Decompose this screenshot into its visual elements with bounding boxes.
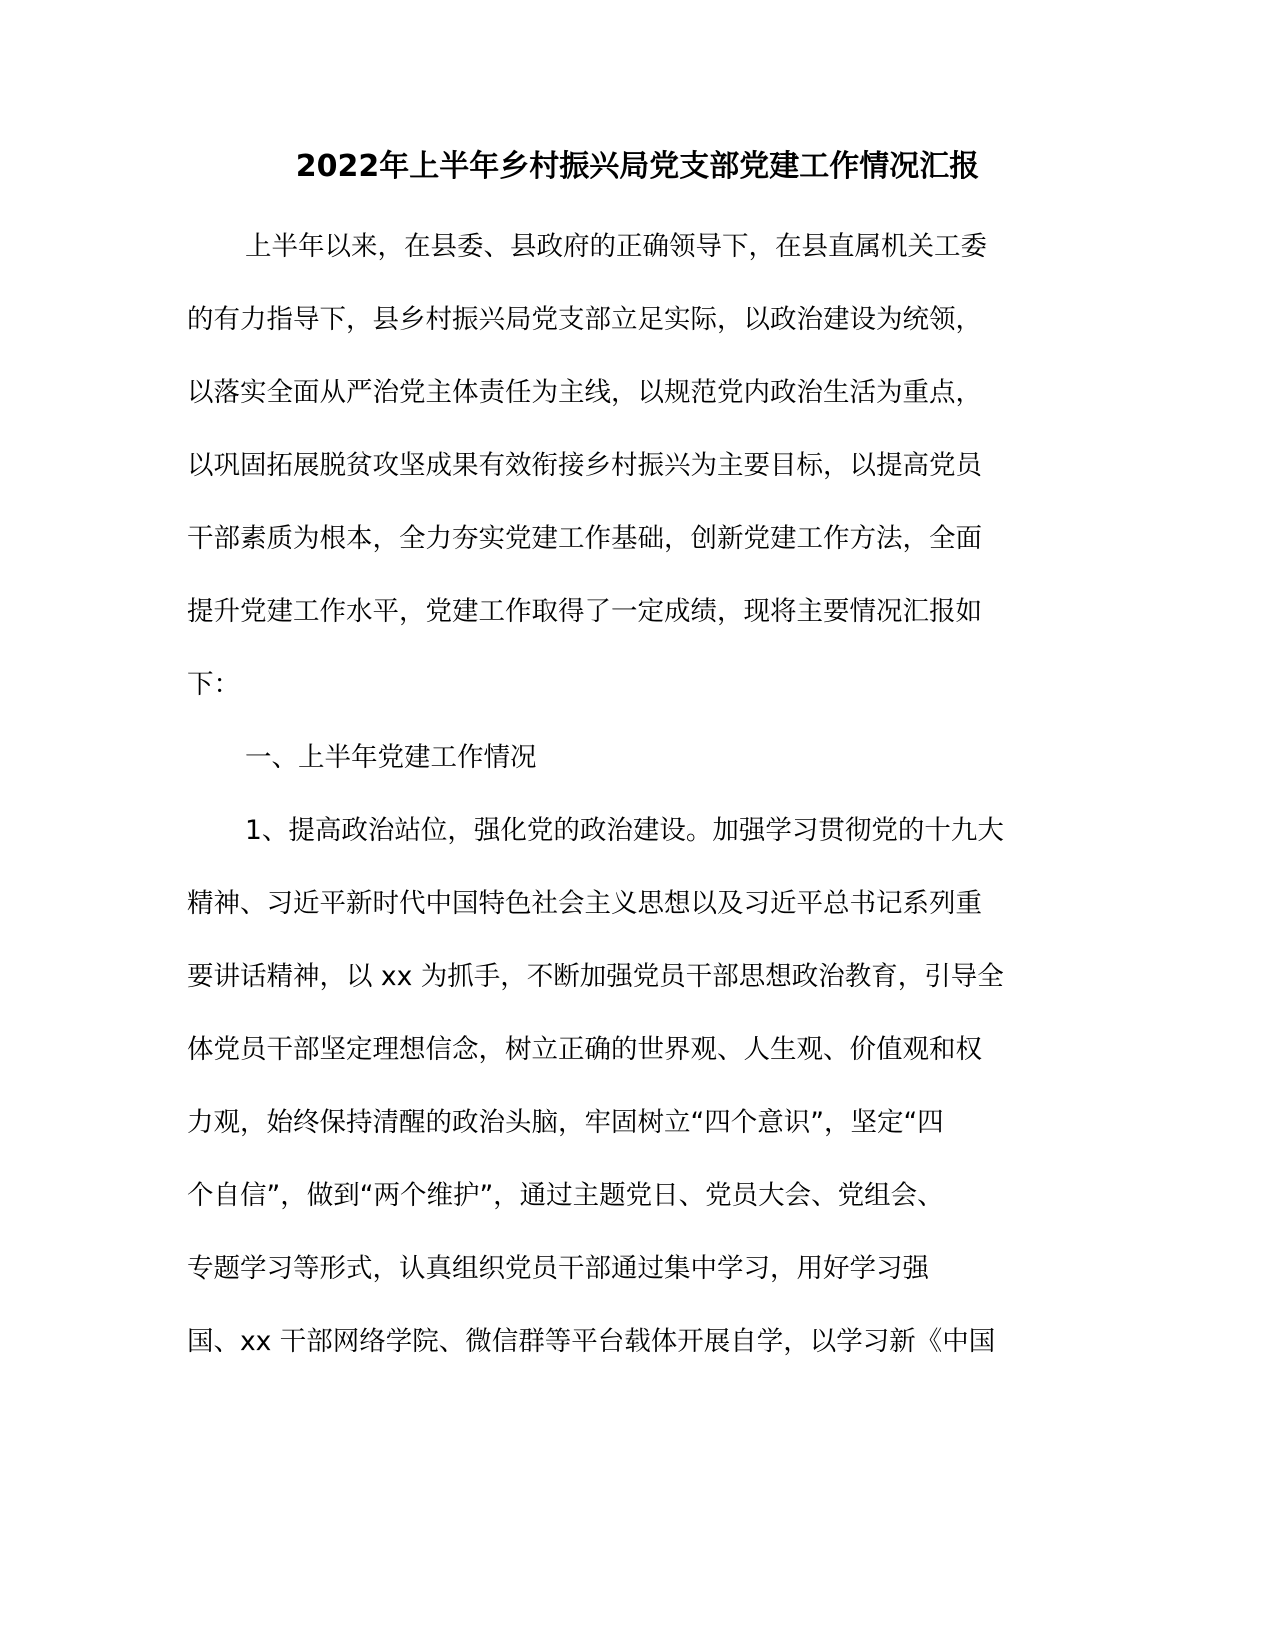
paragraph-line: 要讲话精神，以 xx 为抓手，不断加强党员干部思想政治教育，引导全	[187, 961, 1004, 992]
paragraph-line: 干部素质为根本，全力夯实党建工作基础，创新党建工作方法，全面	[187, 523, 982, 554]
paragraph-line: 提升党建工作水平，党建工作取得了一定成绩，现将主要情况汇报如	[187, 596, 982, 627]
paragraph-line: 的有力指导下，县乡村振兴局党支部立足实际，以政治建设为统领，	[187, 304, 982, 335]
paragraph-line: 体党员干部坚定理想信念，树立正确的世界观、人生观、价值观和权	[187, 1034, 982, 1065]
paragraph-line: 下：	[187, 669, 240, 700]
paragraph-line: 以落实全面从严治党主体责任为主线，以规范党内政治生活为重点，	[187, 377, 982, 408]
section-heading: 一、上半年党建工作情况	[245, 742, 537, 773]
paragraph-line: 精神、习近平新时代中国特色社会主义思想以及习近平总书记系列重	[187, 888, 982, 919]
paragraph-line: 1、提高政治站位，强化党的政治建设。加强学习贯彻党的十九大	[245, 815, 1004, 846]
paragraph-line: 上半年以来，在县委、县政府的正确领导下，在县直属机关工委	[245, 231, 987, 262]
document-title: 2022年上半年乡村振兴局党支部党建工作情况汇报	[295, 149, 980, 184]
paragraph-line: 个自信”，做到“两个维护”，通过主题党日、党员大会、党组会、	[187, 1180, 944, 1211]
paragraph-line: 国、xx 干部网络学院、微信群等平台载体开展自学，以学习新《中国	[187, 1326, 996, 1357]
paragraph-line: 力观，始终保持清醒的政治头脑，牢固树立“四个意识”，坚定“四	[187, 1107, 944, 1138]
paragraph-line: 专题学习等形式，认真组织党员干部通过集中学习，用好学习强	[187, 1253, 929, 1284]
paragraph-line: 以巩固拓展脱贫攻坚成果有效衔接乡村振兴为主要目标，以提高党员	[187, 450, 982, 481]
